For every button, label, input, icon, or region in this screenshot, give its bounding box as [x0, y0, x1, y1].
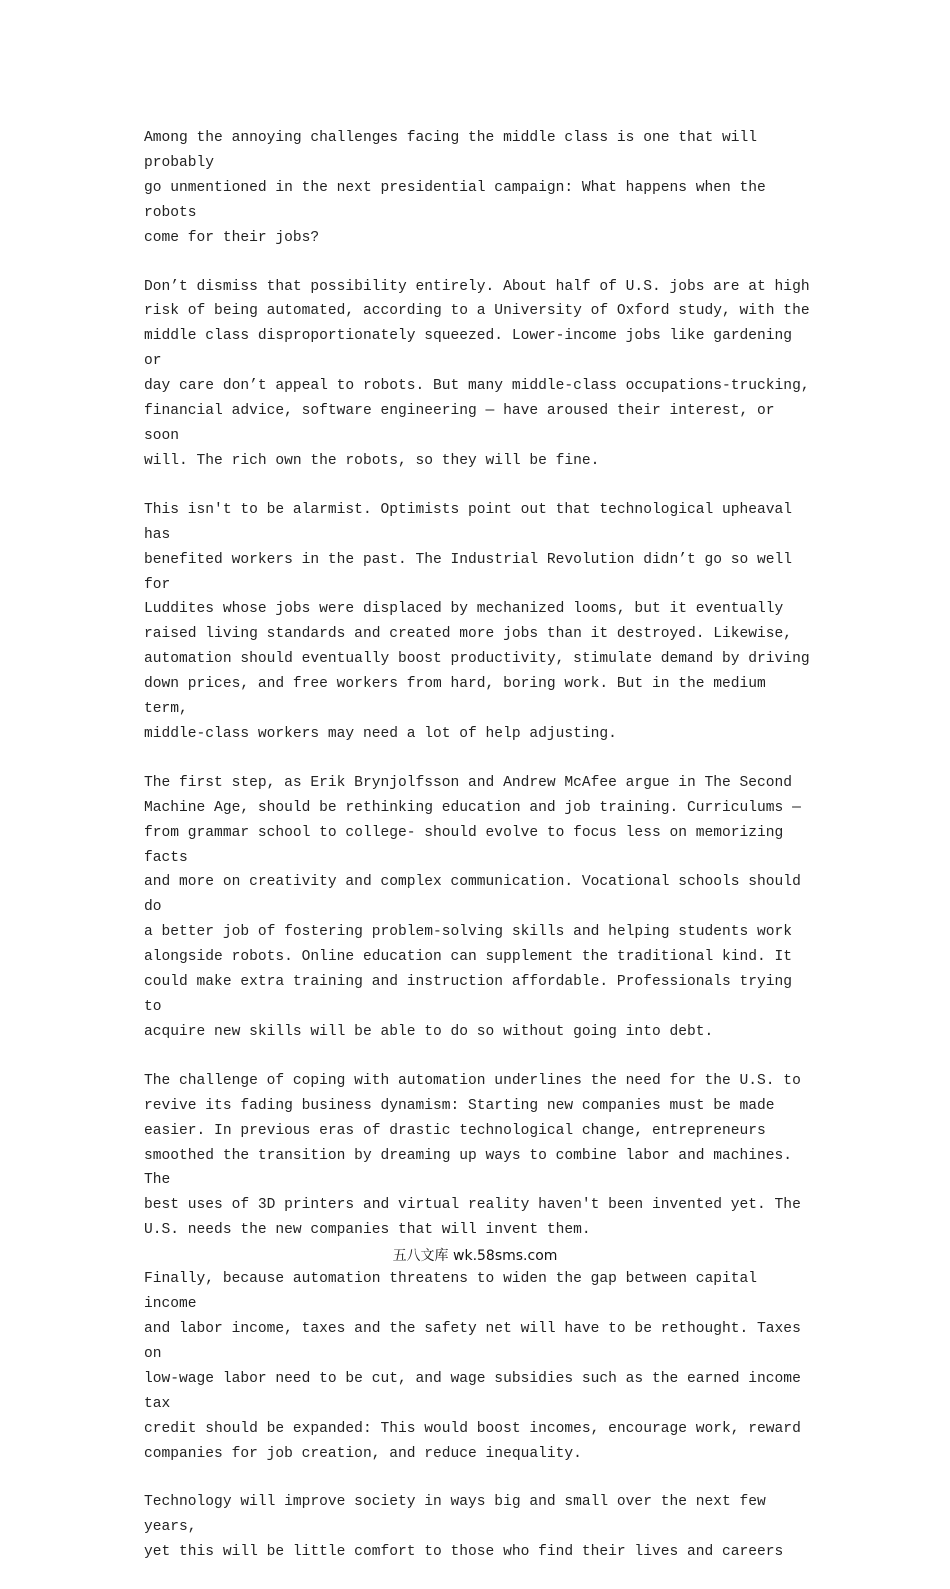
- paragraph-4: The first step, as Erik Brynjolfsson and Andrew McAfee argue in The Second Machine Age, should be rethinking education and job training. Curriculums — from grammar school to college- should evolve to focus less on memorizing facts and more on creativity and complex communication. Vocational schools should do a better job of fostering problem-solving skills and helping students work alongside robots. Online education can supplement the traditional kind. It could make extra training and instruction affordable. Professionals trying to acquire new skills will be able to do so without going into debt.: [144, 774, 801, 1040]
- paragraph-6: Finally, because automation threatens to widen the gap between capital income and labor income, taxes and the safety net will have to be rethought. Taxes on low-wage labor need to be cut, and wage subsidies such as the earned income tax credit should be expanded: This would boost incomes, encourage work, reward companies for job creation, and reduce inequality.: [144, 1271, 801, 1462]
- paragraph-7: Technology will improve society in ways big and small over the next few years, yet this will be little comfort to those who find their lives and careers: [144, 1494, 784, 1561]
- paragraph-1: Among the annoying challenges facing the middle class is one that will probably go unmentioned in the next presidential campaign: What happens when the robots come for their jobs?: [144, 130, 766, 246]
- page-footer: 五八文库 wk.58sms.com: [392, 1248, 558, 1264]
- paragraph-3: This isn't to be alarmist. Optimists point out that technological upheaval has benefited workers in the past. The Industrial Revolution didn’t go so well for Luddites whose jobs were displaced by mechanized looms, but it eventually raised living standards and created more jobs than it destroyed. Likewise, automation should eventually boost productivity, stimulate demand by driving down prices, and free workers from hard, boring work. But in the medium term, middle-class workers may need a lot of help adjusting.: [144, 501, 810, 742]
- paragraph-5: The challenge of coping with automation underlines the need for the U.S. to revive its fading business dynamism: Starting new companies must be made easier. In previous eras of drastic technological change, entrepreneurs smoothed the transition by dreaming up ways to combine labor and machines. The best uses of 3D printers and virtual reality haven't been invented yet. The U.S. needs the new companies that will invent them.: [144, 1072, 801, 1239]
- paragraph-2: Don’t dismiss that possibility entirely. About half of U.S. jobs are at high risk of being automated, according to a University of Oxford study, with the middle class disproportionately squeezed. Lower-income jobs like gardening or day care don’t appeal to robots. But many middle-class occupations-trucking, financial advice, software engineering — have aroused their interest, or soon will. The rich own the robots, so they will be fine.: [144, 278, 810, 469]
- article-body: [144, 126, 814, 1589]
